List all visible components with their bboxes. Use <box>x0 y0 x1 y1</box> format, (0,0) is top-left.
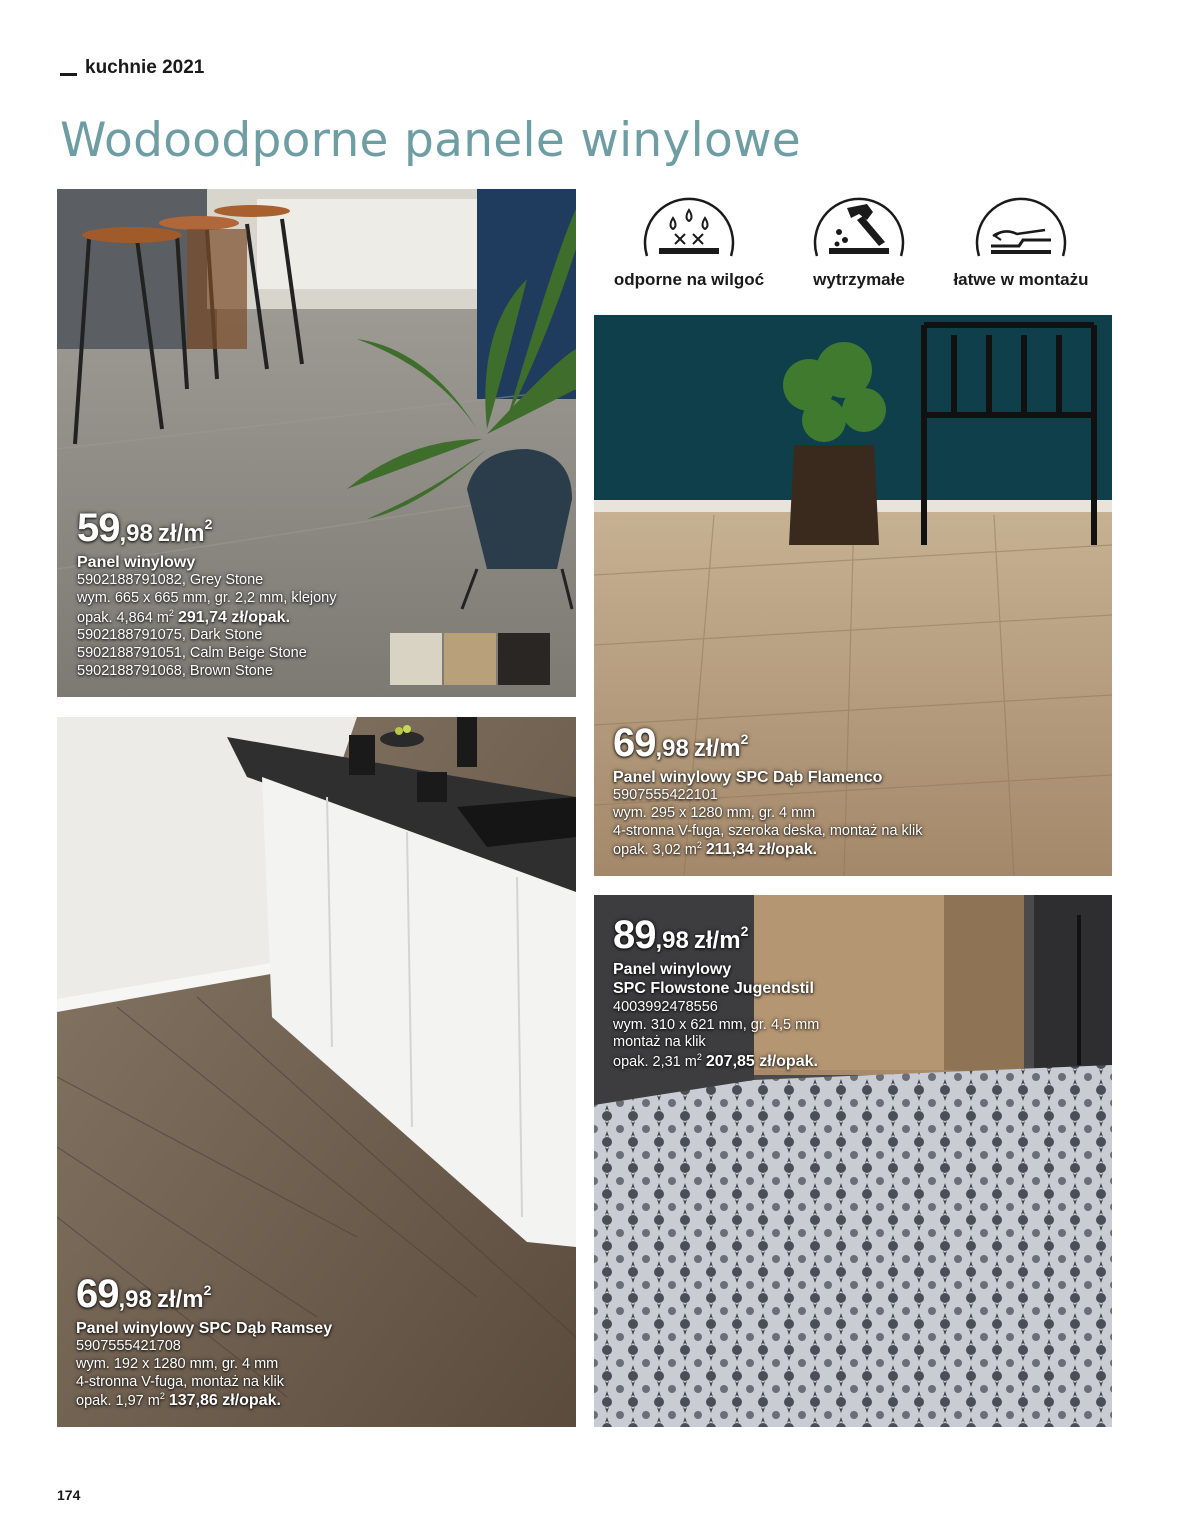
package-unit-exponent: 2 <box>159 1391 165 1402</box>
package-size: opak. 1,97 m <box>76 1393 160 1410</box>
product-variant: 5902188791051, Calm Beige Stone <box>77 645 307 662</box>
click-install-icon <box>971 190 1071 262</box>
price-decimal: ,98 <box>655 927 689 954</box>
package-info <box>77 608 336 628</box>
price-decimal: ,98 <box>118 1286 152 1313</box>
product-name: Panel winylowy <box>77 553 196 571</box>
price-integer: 89 <box>613 913 656 957</box>
product-features: 4-stronna V-fuga, montaż na klik <box>76 1373 284 1390</box>
product-dimensions: wym. 192 x 1280 mm, gr. 4 mm <box>76 1356 279 1372</box>
package-size: opak. 3,02 m <box>613 842 697 859</box>
product-photo-dab-ramsey <box>57 717 576 1427</box>
product-info <box>76 1270 332 1411</box>
package-price: 207,85 zł/opak. <box>705 1052 818 1070</box>
price-unit: zł/m <box>693 735 741 762</box>
product-info <box>613 719 923 860</box>
product-photo-grey-stone <box>57 189 576 697</box>
price-unit: zł/m <box>693 927 741 954</box>
product-dimensions: wym. 665 x 665 mm, gr. 2,2 mm, klejony <box>77 590 337 606</box>
product-dimensions: wym. 295 x 1280 mm, gr. 4 mm <box>613 805 816 821</box>
page-title: Wodoodporne panele winylowe <box>60 113 802 168</box>
price-decimal: ,98 <box>119 520 153 547</box>
price-unit-exponent: 2 <box>740 923 749 939</box>
product-photo-flowstone-jugendstil <box>594 895 1112 1427</box>
package-size: opak. 4,864 m <box>77 609 169 626</box>
package-unit-exponent: 2 <box>696 1052 702 1063</box>
feature-label: odporne na wilgoć <box>613 270 765 289</box>
product-name: Panel winylowy SPC Dąb Flamenco <box>613 768 883 786</box>
package-price: 137,86 zł/opak. <box>168 1392 281 1410</box>
price-integer: 69 <box>613 721 656 765</box>
price-integer: 69 <box>76 1272 119 1316</box>
product-info <box>613 911 819 1072</box>
water-drops-icon <box>639 190 739 262</box>
header-dash <box>60 73 77 76</box>
product-features: montaż na klik <box>613 1034 706 1051</box>
product-variant: 5902188791068, Brown Stone <box>77 662 273 679</box>
package-unit-exponent: 2 <box>168 607 174 618</box>
page-number: 174 <box>57 1487 81 1503</box>
product-info <box>77 504 336 680</box>
price-tag <box>77 504 336 553</box>
price-tag <box>613 719 923 768</box>
price-unit-exponent: 2 <box>204 516 213 532</box>
feature-easy-install <box>936 190 1106 290</box>
product-code: 5902188791082, Grey Stone <box>77 572 264 589</box>
swatch-light-stone <box>390 633 442 685</box>
product-code: 5907555421708 <box>76 1338 181 1355</box>
product-code: 5907555422101 <box>613 787 718 804</box>
price-unit: zł/m <box>156 1286 204 1313</box>
package-price: 211,34 zł/opak. <box>705 841 818 859</box>
package-info <box>613 1052 819 1072</box>
feature-durable <box>774 190 944 290</box>
feature-moisture <box>604 190 774 290</box>
price-unit: zł/m <box>157 520 205 547</box>
package-info <box>613 840 923 860</box>
feature-label: łatwe w montażu <box>953 270 1089 289</box>
package-unit-exponent: 2 <box>696 840 702 851</box>
package-info <box>76 1391 332 1411</box>
price-integer: 59 <box>77 506 120 550</box>
price-unit-exponent: 2 <box>203 1282 212 1298</box>
product-code: 4003992478556 <box>613 998 718 1015</box>
product-name: Panel winylowy SPC Dąb Ramsey <box>76 1319 333 1337</box>
product-photo-dab-flamenco <box>594 315 1112 876</box>
product-variant: 5902188791075, Dark Stone <box>77 627 263 644</box>
price-decimal: ,98 <box>655 735 689 762</box>
package-size: opak. 2,31 m <box>613 1053 697 1070</box>
product-name-line-2: SPC Flowstone Jugendstil <box>613 980 814 998</box>
price-tag <box>613 911 819 960</box>
color-swatches <box>390 633 550 685</box>
feature-label: wytrzymałe <box>813 270 905 289</box>
swatch-beige-stone <box>444 633 496 685</box>
price-unit-exponent: 2 <box>740 731 749 747</box>
price-tag <box>76 1270 332 1319</box>
package-price: 291,74 zł/opak. <box>177 608 291 626</box>
product-features: 4-stronna V-fuga, szeroka deska, montaż na klik <box>613 822 923 839</box>
hammer-icon <box>809 190 909 262</box>
section-label: kuchnie 2021 <box>85 57 205 78</box>
product-name-line-1: Panel winylowy <box>613 960 732 978</box>
swatch-dark-stone <box>498 633 550 685</box>
product-dimensions: wym. 310 x 621 mm, gr. 4,5 mm <box>613 1016 820 1033</box>
